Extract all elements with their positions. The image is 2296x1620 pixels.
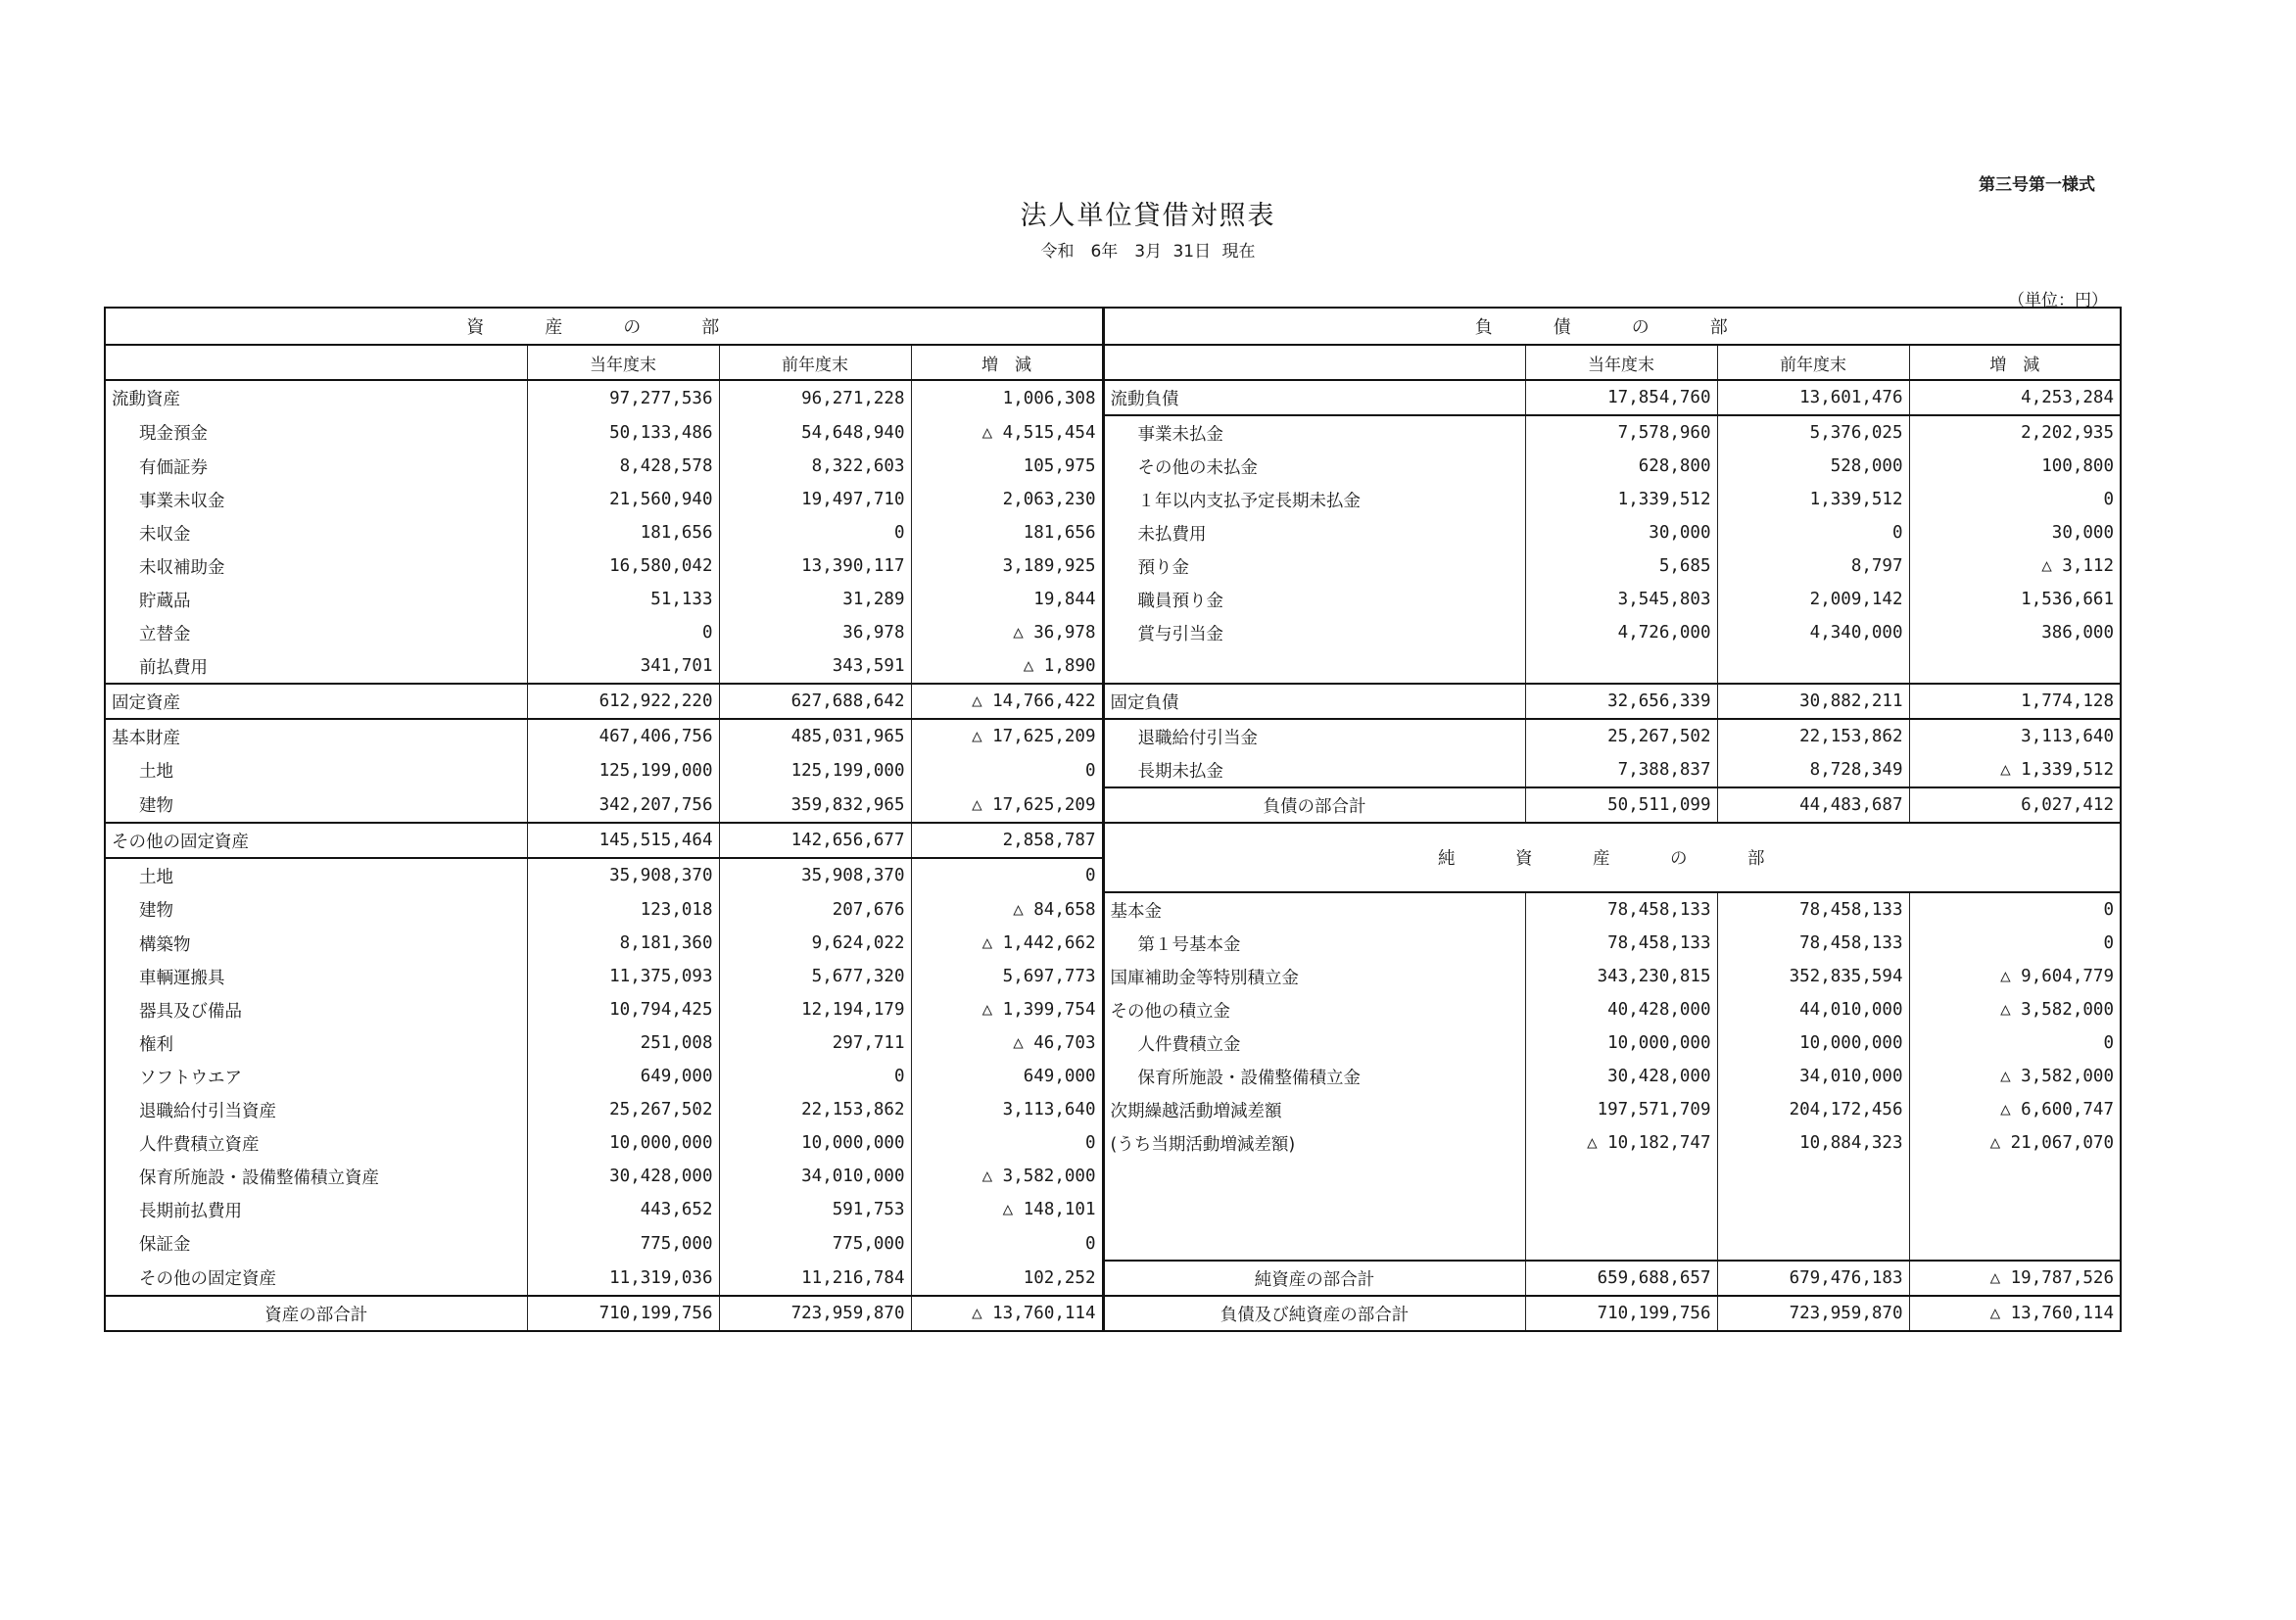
liability-previous-value: 5,376,025 [1717,415,1909,450]
liability-item-label: 賞与引当金 [1103,616,1525,649]
table-row [105,993,2121,1026]
asset-change-value: 3,189,925 [911,549,1103,583]
liability-previous-value: 679,476,183 [1717,1261,1909,1296]
asset-item-label: 資産の部合計 [105,1296,527,1331]
asset-current-value: 123,018 [527,892,719,927]
asset-current-value: 181,656 [527,516,719,549]
asset-current-value: 443,652 [527,1193,719,1226]
table-row [105,583,2121,616]
liability-current-value: 7,388,837 [1525,753,1717,787]
liability-current-value: 659,688,657 [1525,1261,1717,1296]
asset-item-label: 人件費積立資産 [105,1126,527,1160]
liability-item-label: 負債の部合計 [1103,787,1525,823]
table-row [105,415,2121,450]
asset-previous-value: 10,000,000 [719,1126,911,1160]
table-row [105,450,2121,483]
asset-current-value: 50,133,486 [527,415,719,450]
asset-change-value: 0 [911,753,1103,787]
asset-change-value: △ 36,978 [911,616,1103,649]
liability-change-value: 3,113,640 [1909,719,2121,753]
asset-item-label: 基本財産 [105,719,527,753]
liability-change-value: △ 13,760,114 [1909,1296,2121,1331]
asset-current-value: 467,406,756 [527,719,719,753]
asset-change-value: 0 [911,1226,1103,1261]
asset-item-label: 流動資産 [105,380,527,415]
asset-change-value: △ 4,515,454 [911,415,1103,450]
liability-previous-value: 8,797 [1717,549,1909,583]
liability-previous-value: 204,172,456 [1717,1093,1909,1126]
table-row [105,892,2121,927]
liability-change-value: △ 9,604,779 [1909,960,2121,993]
table-row [105,1160,2121,1193]
report-date: 令和 6年 3月 31日 現在 [1040,242,1256,262]
asset-previous-value: 125,199,000 [719,753,911,787]
col-change: 増 減 [1909,345,2121,380]
asset-previous-value: 343,591 [719,649,911,684]
asset-current-value: 145,515,464 [527,823,719,858]
asset-previous-value: 22,153,862 [719,1093,911,1126]
asset-item-label: 保育所施設・設備整備積立資産 [105,1160,527,1193]
liability-current-value: 197,571,709 [1525,1093,1717,1126]
table-row [105,1193,2121,1226]
liability-item-label: その他の積立金 [1103,993,1525,1026]
liability-change-value: 30,000 [1909,516,2121,549]
liability-item-label: 基本金 [1103,892,1525,927]
liability-previous-value: 8,728,349 [1717,753,1909,787]
liability-change-value: 100,800 [1909,450,2121,483]
asset-current-value: 30,428,000 [527,1160,719,1193]
liability-item-label: 預り金 [1103,549,1525,583]
asset-previous-value: 359,832,965 [719,787,911,823]
liability-previous-value: 10,000,000 [1717,1026,1909,1060]
asset-change-value: △ 3,582,000 [911,1160,1103,1193]
liability-change-value: △ 19,787,526 [1909,1261,2121,1296]
asset-current-value: 341,701 [527,649,719,684]
asset-current-value: 251,008 [527,1026,719,1060]
liability-change-value: 0 [1909,927,2121,960]
col-previous: 前年度末 [719,345,911,380]
liability-previous-value: 44,483,687 [1717,787,1909,823]
table-row [105,960,2121,993]
liability-item-label [1103,1160,1525,1193]
asset-current-value: 51,133 [527,583,719,616]
liability-item-label: 流動負債 [1103,380,1525,415]
liability-previous-value: 352,835,594 [1717,960,1909,993]
asset-change-value: 2,858,787 [911,823,1103,858]
asset-previous-value: 19,497,710 [719,483,911,516]
page-title: 法人単位貸借対照表 [1020,201,1276,231]
asset-item-label: 土地 [105,753,527,787]
asset-item-label: 車輌運搬具 [105,960,527,993]
asset-previous-value: 142,656,677 [719,823,911,858]
liability-change-value: △ 3,112 [1909,549,2121,583]
liability-current-value: 710,199,756 [1525,1296,1717,1331]
liability-current-value: 4,726,000 [1525,616,1717,649]
liability-change-value: 2,202,935 [1909,415,2121,450]
liability-change-value: 0 [1909,892,2121,927]
asset-previous-value: 36,978 [719,616,911,649]
liability-previous-value [1717,649,1909,684]
table-row [105,1026,2121,1060]
liability-change-value: 0 [1909,483,2121,516]
liability-previous-value: 1,339,512 [1717,483,1909,516]
liability-current-value: 50,511,099 [1525,787,1717,823]
table-row [105,483,2121,516]
liability-previous-value: 78,458,133 [1717,927,1909,960]
liability-current-value: 628,800 [1525,450,1717,483]
liability-item-label: (うち当期活動増減差額) [1103,1126,1525,1160]
asset-item-label: 現金預金 [105,415,527,450]
asset-change-value: 19,844 [911,583,1103,616]
col-change: 増 減 [911,345,1103,380]
asset-change-value: 5,697,773 [911,960,1103,993]
liability-change-value: 6,027,412 [1909,787,2121,823]
asset-item-label: ソフトウエア [105,1060,527,1093]
table-row [105,823,2121,858]
liability-current-value: 5,685 [1525,549,1717,583]
asset-previous-value: 5,677,320 [719,960,911,993]
asset-current-value: 35,908,370 [527,858,719,892]
asset-previous-value: 31,289 [719,583,911,616]
liability-change-value: 4,253,284 [1909,380,2121,415]
liability-previous-value: 30,882,211 [1717,684,1909,719]
assets-label-header [105,345,527,380]
unit-label: （単位：円） [2008,291,2108,310]
asset-current-value: 21,560,940 [527,483,719,516]
liability-current-value: 30,428,000 [1525,1060,1717,1093]
asset-previous-value: 627,688,642 [719,684,911,719]
asset-previous-value: 485,031,965 [719,719,911,753]
asset-change-value: △ 148,101 [911,1193,1103,1226]
liability-current-value: △ 10,182,747 [1525,1126,1717,1160]
col-current: 当年度末 [1525,345,1717,380]
asset-current-value: 649,000 [527,1060,719,1093]
asset-item-label: 構築物 [105,927,527,960]
liability-item-label: １年以内支払予定長期未払金 [1103,483,1525,516]
asset-previous-value: 775,000 [719,1226,911,1261]
asset-change-value: 0 [911,1126,1103,1160]
asset-previous-value: 34,010,000 [719,1160,911,1193]
liabilities-section-header: 負 債 の 部 [1103,308,2121,345]
asset-item-label: その他の固定資産 [105,823,527,858]
liability-item-label: 第１号基本金 [1103,927,1525,960]
asset-current-value: 10,794,425 [527,993,719,1026]
liability-previous-value [1717,1193,1909,1226]
col-previous: 前年度末 [1717,345,1909,380]
asset-current-value: 10,000,000 [527,1126,719,1160]
asset-change-value: △ 13,760,114 [911,1296,1103,1331]
table-row [105,927,2121,960]
table-row [105,1126,2121,1160]
asset-previous-value: 591,753 [719,1193,911,1226]
liability-item-label: 純資産の部合計 [1103,1261,1525,1296]
asset-item-label: 長期前払費用 [105,1193,527,1226]
table-row [105,516,2121,549]
asset-item-label: 権利 [105,1026,527,1060]
asset-change-value: 102,252 [911,1261,1103,1296]
asset-item-label: 未収金 [105,516,527,549]
asset-change-value: 0 [911,858,1103,892]
asset-change-value: △ 1,890 [911,649,1103,684]
liability-item-label: 固定負債 [1103,684,1525,719]
liability-item-label: 事業未払金 [1103,415,1525,450]
asset-previous-value: 0 [719,516,911,549]
table-row [105,753,2121,787]
asset-current-value: 342,207,756 [527,787,719,823]
liability-change-value [1909,1160,2121,1193]
asset-change-value: △ 14,766,422 [911,684,1103,719]
liability-current-value: 78,458,133 [1525,892,1717,927]
asset-change-value: △ 17,625,209 [911,719,1103,753]
liability-change-value: △ 21,067,070 [1909,1126,2121,1160]
liability-change-value: 1,536,661 [1909,583,2121,616]
net-assets-section-header: 純 資 産 の 部 [1103,823,2121,892]
liability-current-value [1525,649,1717,684]
liability-current-value: 25,267,502 [1525,719,1717,753]
asset-item-label: 固定資産 [105,684,527,719]
asset-previous-value: 96,271,228 [719,380,911,415]
table-row [105,1261,2121,1296]
asset-current-value: 710,199,756 [527,1296,719,1331]
table-row [105,1296,2121,1331]
asset-current-value: 125,199,000 [527,753,719,787]
liability-current-value: 40,428,000 [1525,993,1717,1026]
asset-current-value: 8,181,360 [527,927,719,960]
asset-current-value: 97,277,536 [527,380,719,415]
asset-change-value: 181,656 [911,516,1103,549]
liability-change-value: △ 3,582,000 [1909,993,2121,1026]
asset-current-value: 11,319,036 [527,1261,719,1296]
table-row [105,380,2121,415]
asset-change-value: △ 1,442,662 [911,927,1103,960]
liability-change-value: 0 [1909,1026,2121,1060]
liability-current-value: 1,339,512 [1525,483,1717,516]
liability-current-value [1525,1160,1717,1193]
liability-current-value: 32,656,339 [1525,684,1717,719]
asset-item-label: 未収補助金 [105,549,527,583]
form-number: 第三号第一様式 [1979,175,2095,195]
asset-current-value: 0 [527,616,719,649]
liability-item-label: 人件費積立金 [1103,1026,1525,1060]
liability-item-label: 保育所施設・設備整備積立金 [1103,1060,1525,1093]
liabilities-label-header [1103,345,1525,380]
liability-previous-value: 78,458,133 [1717,892,1909,927]
liability-change-value: 386,000 [1909,616,2121,649]
liability-previous-value: 723,959,870 [1717,1296,1909,1331]
asset-previous-value: 35,908,370 [719,858,911,892]
liability-item-label: その他の未払金 [1103,450,1525,483]
liability-previous-value: 34,010,000 [1717,1060,1909,1093]
table-row [105,549,2121,583]
asset-previous-value: 297,711 [719,1026,911,1060]
asset-current-value: 25,267,502 [527,1093,719,1126]
liability-item-label: 退職給付引当金 [1103,719,1525,753]
asset-change-value: 649,000 [911,1060,1103,1093]
liability-current-value: 3,545,803 [1525,583,1717,616]
table-row [105,1226,2121,1261]
liability-change-value [1909,1226,2121,1261]
liability-previous-value [1717,1160,1909,1193]
liability-previous-value: 22,153,862 [1717,719,1909,753]
liability-item-label: 職員預り金 [1103,583,1525,616]
liability-item-label [1103,649,1525,684]
asset-current-value: 612,922,220 [527,684,719,719]
balance-sheet-table [104,307,2122,1332]
liability-previous-value: 2,009,142 [1717,583,1909,616]
asset-item-label: 器具及び備品 [105,993,527,1026]
liability-previous-value: 528,000 [1717,450,1909,483]
asset-item-label: 有価証券 [105,450,527,483]
asset-item-label: 土地 [105,858,527,892]
liability-previous-value: 44,010,000 [1717,993,1909,1026]
table-row [105,719,2121,753]
liability-current-value: 10,000,000 [1525,1026,1717,1060]
asset-item-label: 建物 [105,892,527,927]
asset-item-label: 保証金 [105,1226,527,1261]
liability-previous-value [1717,1226,1909,1261]
asset-previous-value: 12,194,179 [719,993,911,1026]
asset-item-label: 貯蔵品 [105,583,527,616]
liability-item-label [1103,1226,1525,1261]
liability-change-value: 1,774,128 [1909,684,2121,719]
table-row [105,616,2121,649]
liability-current-value: 30,000 [1525,516,1717,549]
liability-previous-value: 13,601,476 [1717,380,1909,415]
liability-change-value: △ 3,582,000 [1909,1060,2121,1093]
liability-item-label: 国庫補助金等特別積立金 [1103,960,1525,993]
asset-change-value: 1,006,308 [911,380,1103,415]
asset-item-label: 立替金 [105,616,527,649]
asset-current-value: 8,428,578 [527,450,719,483]
asset-previous-value: 0 [719,1060,911,1093]
asset-current-value: 775,000 [527,1226,719,1261]
assets-section-header: 資 産 の 部 [105,308,1103,345]
liability-item-label: 未払費用 [1103,516,1525,549]
asset-item-label: 事業未収金 [105,483,527,516]
table-row [105,1060,2121,1093]
asset-item-label: 前払費用 [105,649,527,684]
liability-previous-value: 4,340,000 [1717,616,1909,649]
asset-previous-value: 723,959,870 [719,1296,911,1331]
asset-change-value: △ 46,703 [911,1026,1103,1060]
table-row [105,1093,2121,1126]
liability-previous-value: 0 [1717,516,1909,549]
liability-item-label [1103,1193,1525,1226]
asset-previous-value: 11,216,784 [719,1261,911,1296]
asset-change-value: △ 84,658 [911,892,1103,927]
liability-item-label: 負債及び純資産の部合計 [1103,1296,1525,1331]
col-current: 当年度末 [527,345,719,380]
liability-item-label: 長期未払金 [1103,753,1525,787]
asset-item-label: その他の固定資産 [105,1261,527,1296]
asset-previous-value: 207,676 [719,892,911,927]
liability-previous-value: 10,884,323 [1717,1126,1909,1160]
liability-change-value [1909,1193,2121,1226]
asset-current-value: 11,375,093 [527,960,719,993]
asset-item-label: 建物 [105,787,527,823]
liability-current-value: 7,578,960 [1525,415,1717,450]
liability-current-value [1525,1193,1717,1226]
asset-change-value: 105,975 [911,450,1103,483]
liability-item-label: 次期繰越活動増減差額 [1103,1093,1525,1126]
liability-current-value: 343,230,815 [1525,960,1717,993]
asset-change-value: 3,113,640 [911,1093,1103,1126]
asset-item-label: 退職給付引当資産 [105,1093,527,1126]
asset-previous-value: 9,624,022 [719,927,911,960]
liability-current-value: 17,854,760 [1525,380,1717,415]
asset-change-value: △ 17,625,209 [911,787,1103,823]
asset-current-value: 16,580,042 [527,549,719,583]
table-row [105,649,2121,684]
liability-current-value: 78,458,133 [1525,927,1717,960]
asset-change-value: △ 1,399,754 [911,993,1103,1026]
liability-current-value [1525,1226,1717,1261]
asset-previous-value: 54,648,940 [719,415,911,450]
table-row [105,684,2121,719]
table-row [105,787,2121,823]
asset-previous-value: 8,322,603 [719,450,911,483]
liability-change-value: △ 1,339,512 [1909,753,2121,787]
asset-change-value: 2,063,230 [911,483,1103,516]
liability-change-value: △ 6,600,747 [1909,1093,2121,1126]
liability-change-value [1909,649,2121,684]
asset-previous-value: 13,390,117 [719,549,911,583]
